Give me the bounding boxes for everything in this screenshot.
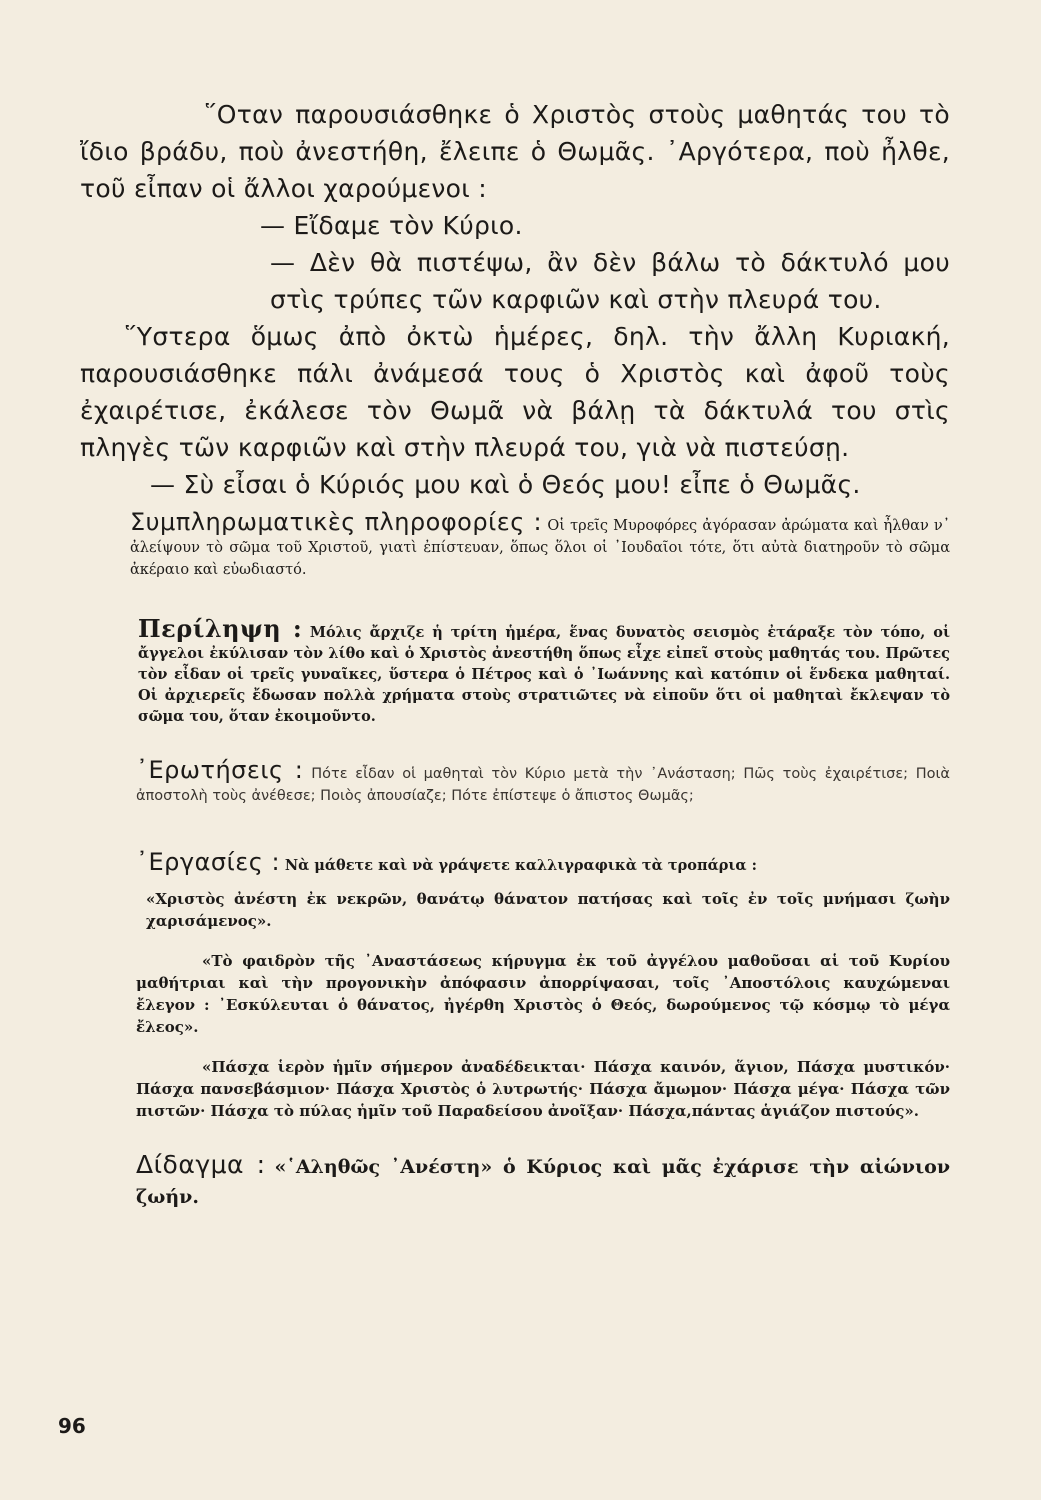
page-number: 96 xyxy=(58,1414,86,1438)
lesson-section xyxy=(80,1152,950,1212)
summary-text: Μόλις ἄρχιζε ἡ τρίτη ἡμέρα, ἕνας δυνατὸς σεισμὸς ἐτάραξε τὸν τόπο, οἱ ἄγγελοι ἐκύλισαν τὸν λίθο καὶ ὁ Χριστὸς ἀνεστήθη ὅπως εἶχε εἰπεῖ στοὺς μαθητάς του. Πρῶτες τὸν εἶδαν οἱ τρεῖς γυναῖκες, ὕστερα ὁ Πέτρος καὶ ὁ ᾿Ιωάννης καὶ κατόπιν οἱ ἕνδεκα μαθηταί. Οἱ ἀρχιερεῖς ἔδωσαν πολλὰ χρήματα στοὺς στρατιῶτες νὰ εἰποῦν ὅτι οἱ μαθηταὶ ἔκλεψαν τὸ σῶμα του, ὅταν ἐκοιμοῦντο. xyxy=(138,624,950,725)
exercises-section xyxy=(80,848,950,1140)
dialogue-line-3: — Σὺ εἶσαι ὁ Κύριός μου καὶ ὁ Θεός μου! εἶπε ὁ Θωμᾶς. xyxy=(150,470,861,499)
summary-heading: Περίληψη : xyxy=(138,614,303,643)
lesson-text: «῾Αληθῶς ᾿Ανέστη» ὁ Κύριος καὶ μᾶς ἐχάρισε τὴν αἰώνιον ζωήν. xyxy=(136,1156,951,1208)
lesson-heading: Δίδαγμα : xyxy=(136,1150,266,1179)
troparion-2: «Τὸ φαιδρὸν τῆς ᾿Αναστάσεως κήρυγμα ἐκ τοῦ ἀγγέλου μαθοῦσαι αἱ τοῦ Κυρίου μαθήτριαι καὶ τὴν προγονικὴν ἀπόφασιν ἀπορρίψασαι, τοῖς ᾿Αποστόλοις καυχώμεναι ἔλεγον : ᾿Εσκύλευται ὁ θάνατος, ἠγέρθη Χριστὸς ὁ Θεός, δωρούμενος τῷ κόσμῳ τὸ μέγα ἔλεος». xyxy=(136,952,950,1036)
summary-section xyxy=(80,614,950,727)
narrative-text xyxy=(80,96,950,503)
dialogue-line-2: — Δὲν θὰ πιστέψω, ἂν δὲν βάλω τὸ δάκτυλό μου στὶς τρύπες τῶν καρφιῶν καὶ στὴν πλευρά του. xyxy=(270,248,950,314)
dialogue-line-1: — Εἴδαμε τὸν Κύριο. xyxy=(260,211,523,240)
complementary-info-text: Οἱ τρεῖς Μυροφόρες ἀγόρασαν ἀρώματα καὶ ἦλθαν ν᾿ ἀλείψουν τὸ σῶμα τοῦ Χριστοῦ, γιατὶ ἐπίστευαν, ὅπως ὅλοι οἱ ᾿Ιουδαῖοι τότε, ὅτι αὐτὰ διατηροῦν τὸ σῶμα ἀκέραιο καὶ εὐωδιαστό. xyxy=(130,518,950,578)
questions-section xyxy=(80,756,950,807)
questions-heading: ᾿Ερωτήσεις : xyxy=(136,756,304,784)
paragraph-2: ῞Υστερα ὅμως ἀπὸ ὀκτὼ ἡμέρες, δηλ. τὴν ἄλλη Κυριακή, παρουσιάσθηκε πάλι ἀνάμεσά τους ὁ Χριστὸς καὶ ἀφοῦ τοὺς ἐχαιρέτισε, ἐκάλεσε τὸν Θωμᾶ νὰ βάλῃ τὰ δάκτυλά του στὶς πληγὲς τῶν καρφιῶν καὶ στὴν πλευρά του, γιὰ νὰ πιστεύσῃ. xyxy=(80,322,950,462)
complementary-info-heading: Συμπληρωματικὲς πληροφορίες : xyxy=(130,508,543,536)
troparion-1: «Χριστὸς ἀνέστη ἐκ νεκρῶν, θανάτῳ θάνατον πατήσας καὶ τοῖς ἐν τοῖς μνήμασι ζωὴν χαρισάμενος». xyxy=(146,890,950,930)
exercises-text: Νὰ μάθετε καὶ νὰ γράψετε καλλιγραφικὰ τὰ τροπάρια : xyxy=(284,857,757,874)
troparion-3: «Πάσχα ἱερὸν ἡμῖν σήμερον ἀναδέδεικται· Πάσχα καινόν, ἅγιον, Πάσχα μυστικόν· Πάσχα πανσεβάσμιον· Πάσχα Χριστὸς ὁ λυτρωτής· Πάσχα ἄμωμον· Πάσχα μέγα· Πάσχα τῶν πιστῶν· Πάσχα τὸ πύλας ἡμῖν τοῦ Παραδείσου ἀνοῖξαν· Πάσχα,πάντας ἁγιάζον πιστούς». xyxy=(136,1058,950,1120)
questions-text: Πότε εἶδαν οἱ μαθηταὶ τὸν Κύριο μετὰ τὴν ᾿Ανάσταση; Πῶς τοὺς ἐχαιρέτισε; Ποιὰ ἀποστολὴ τοὺς ἀνέθεσε; Ποιὸς ἀπουσίαζε; Πότε ἐπίστεψε ὁ ἄπιστος Θωμᾶς; xyxy=(136,766,950,804)
complementary-info-section xyxy=(80,508,950,581)
paragraph-1: ῞Οταν παρουσιάσθηκε ὁ Χριστὸς στοὺς μαθητάς του τὸ ἴδιο βράδυ, ποὺ ἀνεστήθη, ἔλειπε ὁ Θωμᾶς. ᾿Αργότερα, ποὺ ἦλθε, τοῦ εἶπαν οἱ ἄλλοι χαρούμενοι : xyxy=(80,100,950,203)
exercises-heading: ᾿Εργασίες : xyxy=(136,848,281,876)
